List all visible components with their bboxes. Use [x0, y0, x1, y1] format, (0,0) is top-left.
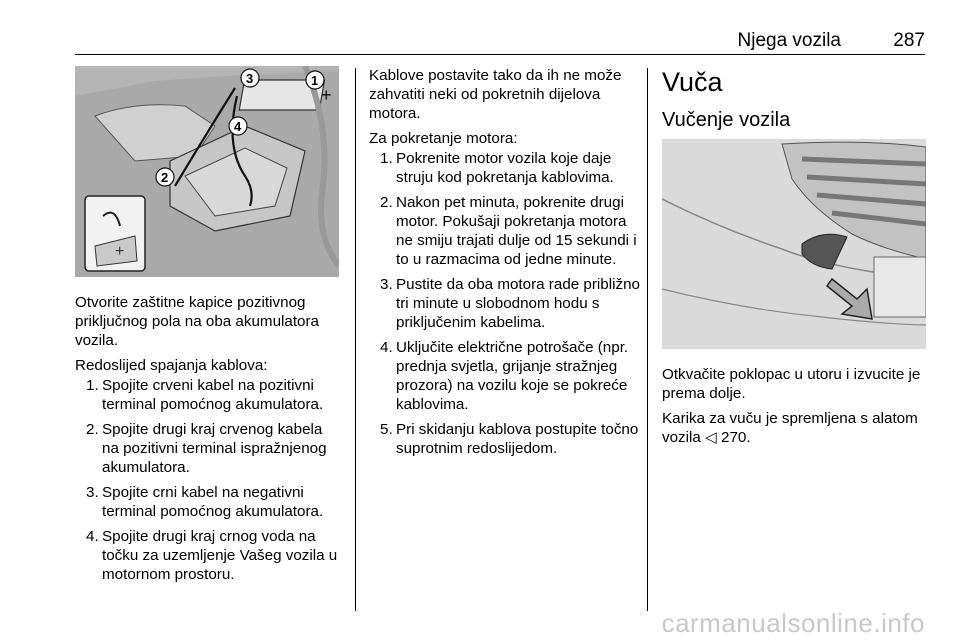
column-1-text	[75, 293, 343, 590]
svg-text:+: +	[321, 85, 332, 105]
intro-paragraph: Otvorite zaštitne kapice pozitivnog priključnog pola na oba akumulatora vozila.	[75, 294, 320, 349]
list-item: 5. Pri skidanju kablova postupite točno suprotnim redoslijedom.	[380, 421, 639, 457]
list-item: 3. Pustite da oba motora rade približno tri minute u slobodnom hodu s priključenim kabelima.	[380, 276, 640, 331]
page-reference: 270.	[721, 429, 751, 446]
column-3-text	[662, 365, 932, 453]
list-item: 2. Spojite drugi kraj crvenog kabela na pozitivni terminal ispražnjenog akumulatora.	[86, 421, 327, 476]
engine-bay-illustration	[75, 66, 339, 277]
watermark: carmanualsonline.info	[661, 608, 925, 638]
svg-text:+: +	[115, 243, 125, 260]
start-steps-list	[369, 149, 641, 458]
jump-start-figure	[75, 66, 339, 277]
column-divider-left	[355, 68, 356, 611]
page-number: 287	[893, 30, 925, 51]
reference-paragraph: Karika za vuču je spremljena s alatom vozila ◁ 270.	[662, 410, 918, 446]
tow-cover-figure	[662, 139, 926, 349]
list-item: 4. Uključite električne potrošače (npr. prednja svjetla, grijanje stražnjeg prozora) na vozilu koje se pokreće kablovima.	[380, 339, 629, 413]
list-item: 3. Spojite crni kabel na negativni terminal pomoćnog akumulatora.	[86, 484, 324, 520]
triangle-ref-icon: ◁	[705, 429, 717, 446]
instruction-paragraph: Otkvačite poklopac u utoru i izvucite je prema dolje.	[662, 366, 921, 402]
connection-steps-list	[75, 376, 343, 584]
list-item: 1. Pokrenite motor vozila koje daje struju kod pokretanja kablovima.	[380, 150, 614, 186]
list-item: 2. Nakon pet minuta, pokrenite drugi motor. Pokušaji pokretanja motora ne smiju trajati dulje od 15 sekundi i to u razmacima od jedne minute.	[380, 194, 637, 268]
section-heading: Vuča	[662, 67, 723, 97]
list-item: 4. Spojite drugi kraj crnog voda na točku za uzemljenje Vašeg vozila u motornom prostoru.	[86, 528, 338, 583]
list-heading: Za pokretanje motora:	[369, 130, 518, 147]
column-divider-right	[647, 68, 648, 611]
list-item: 1. Spojite crveni kabel na pozitivni terminal pomoćnog akumulatora.	[86, 377, 324, 413]
header-rule	[75, 54, 925, 55]
page-title: Njega vozila	[737, 30, 841, 51]
callout-3: 3	[246, 71, 254, 86]
intro-paragraph: Kablove postavite tako da ih ne može zahvatiti neki od pokretnih dijelova motora.	[369, 67, 622, 122]
column-2-text	[369, 66, 641, 464]
list-heading: Redoslijed spajanja kablova:	[75, 357, 268, 374]
callout-1: 1	[311, 73, 319, 88]
column-3-heading	[662, 66, 932, 142]
callout-2: 2	[161, 170, 169, 185]
bumper-illustration	[662, 139, 926, 349]
callout-4: 4	[234, 119, 242, 134]
section-subheading: Vučenje vozila	[662, 109, 791, 131]
page-header	[75, 30, 925, 52]
